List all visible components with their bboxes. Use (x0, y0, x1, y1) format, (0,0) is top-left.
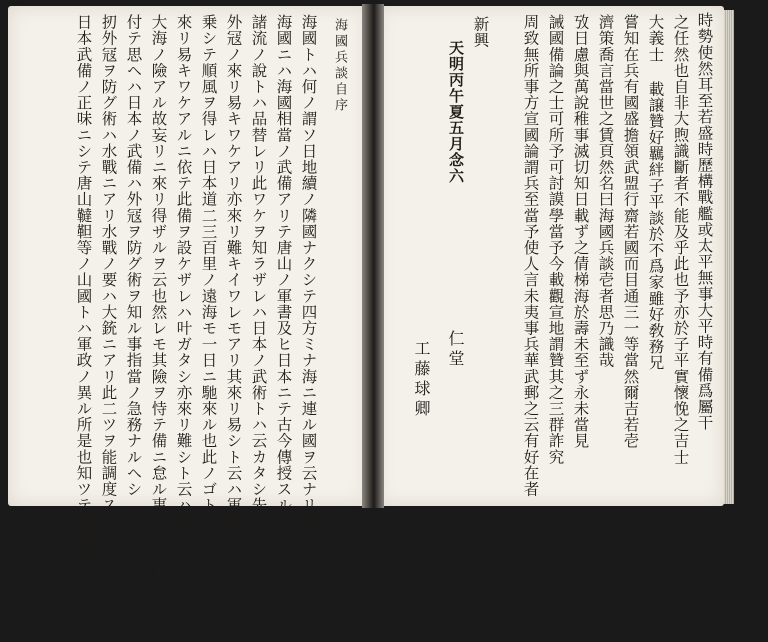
signature-kudo-kyukei: 工藤球卿 (412, 340, 431, 420)
preface-date: 天明丙午夏五月念六 (447, 40, 465, 184)
left-page-column-9: 扨外冦ヲ防グ術ハ水戰ニアリ水戰ノ要ハ大銃ニアリ此二ツヲ能調度スルコ (99, 14, 118, 546)
left-page-column-2: 海國ニハ海國相當ノ武備アリテ唐山ノ軍書及ヒ日本ニテ古今傳授スル (274, 14, 293, 514)
left-page-column-7: 大海ノ險アル故妄リニ來リ得ザルヲ云也然レモ其險ヲ恃テ備ニ怠ル事ナカレ是ニ (149, 14, 168, 594)
right-page-column-5: 濟策喬言當世之賃頁然名曰海國兵談壱者思乃識哉 (596, 14, 615, 369)
left-page-column-3: 諸流ノ說トハ品替レリ此ワケヲ知ラザレハ日本ノ武術トハ云カタシ先海國ハ (249, 14, 268, 562)
left-page-column-6: 來リ易キワケアルニ依テ此備ヲ設ケザレハ叶ガタシ亦來リ難シト云ハ四方ミナ (174, 14, 193, 578)
left-page-column-8: 付テ思ヘハ日本ノ武備ハ外冦ヲ防グ術ヲ知ル事指當ノ急務ナルヘシ (124, 14, 143, 497)
left-page-column-4: 外冦ノ來リ易キワケアリ亦來リ難キイワレモアリ其來リ易シト云ハ軍艦ニ (224, 14, 243, 546)
right-page-column-7: 誡國備論之士可所予可討謨學當予今載觀宣地謂贊其之三群詐究 (546, 14, 565, 465)
signature-jindo: 仁堂 (446, 330, 465, 370)
book-gutter (362, 4, 384, 508)
page-edges (724, 10, 734, 504)
right-page-column-6: 攷日慮與萬說稚事滅切知日載ず之倩梯海於壽未至ず永未當見 (571, 14, 590, 449)
left-page-column-1: 海國トハ何ノ謂ソ日地續ノ隣國ナクシテ四方ミナ海ニ連ル國ヲ云ナリ然ルニ (299, 14, 318, 562)
right-page-column-1: 時勢使然耳至若盛時歷構戰艦或太平無事大平時有備爲屬干 (695, 12, 714, 431)
right-page-column-4: 嘗知在兵有國盛擔領武盟行齋若國而目通三一等當然爾吉若壱 (621, 14, 640, 449)
page-title: 海國兵談自序 (332, 18, 347, 114)
right-page-column-8: 周致無所事方宣國論謂兵至當予使人言未夷事兵華武郵之云有好在者 (521, 14, 540, 497)
left-page-column-10: 日本武備ノ正味ニシテ唐山韃靼等ノ山國トハ軍政ノ異ル所是也知ツテ後陸戰ノ事ニ及ブ (74, 14, 93, 642)
left-page-column-5: 乗シテ順風ヲ得レハ日本道二三百里ノ遠海モ一日ニ馳來ル也此ノゴトク (199, 14, 218, 530)
right-page-short-column: 新興 (471, 16, 490, 49)
right-page-column-3: 大義士 載譲贊好羈絆子平談於不爲家雖好敎務兄 (646, 14, 665, 371)
right-page-column-2: 之任然也自非大煦識斷者不能及乎此也予亦於子平實懷悗之吉士 (671, 14, 690, 465)
